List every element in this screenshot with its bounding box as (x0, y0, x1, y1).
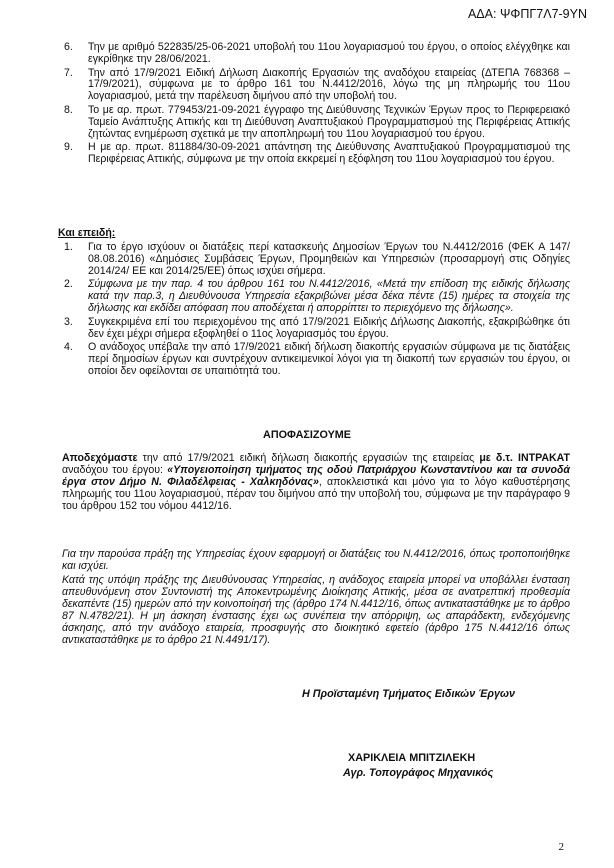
note-paragraph: Κατά της υπόψη πράξης της Διευθύνουσας Υπηρεσίας, η ανάδοχος εταιρεία μπορεί να υποβάλλει ένσταση απευθυνόμενη στον Συντονιστή της Αποκεντρωμένης Διοίκησης Αττικής, μέσα σε ανατρεπτική προθεσμία δεκαπέντε (15) ημερών από την κοινοποίησή της (άρθρο 174 Ν.4412/16, όπως αντικαταστάθηκε με το άρθρο 87 Ν.4782/21). Η μη άσκηση ένστασης έχει ως συνέπεια την απόρριψη, ως απαράδεκτη, ενδεχόμενης άσκησης, από την ανάδοχο εταιρεία, προσφυγής στο διοικητικό εφετείο (άρθρο 175 Ν.4412/16 όπως αντικαταστάθηκε με το άρθρο 21 Ν.4491/17). (62, 574, 570, 646)
decision-paragraph: Αποδεχόμαστε την από 17/9/2021 ειδική δήλωση διακοπής εργασιών της εταιρείας με δ.τ. INTPAKAT αναδόχου του έργου: «Υπογειοποίηση τμήματος της οδού Πατριάρχου Κωνσταντίνου και τα συνοδά έργα στον Δήμο Ν. Φιλαδέλφειας - Χαλκηδόνας», αποκλειστικά και μόνο για το λόγο καθυστέρησης πληρωμής του 11ου λογαριασμού, πέραν του διμήνου από την υποβολή του, σύμφωνα με την παράγραφο 9 του άρθρου 152 του νόμου 4412/16. (62, 452, 570, 512)
page-number: 2 (558, 841, 564, 853)
list-item: 1. Για το έργο ισχύουν οι διατάξεις περί κατασκευής Δημοσίων Έργων του Ν.4412/2016 (ΦΕΚ Α 147/ 08.08.2016) «Δημόσιες Συμβάσεις Έργων, Προμηθειών και Υπηρεσιών (προσαρμογή στις Οδηγίες 2014/24/ ΕΕ και 2014/25/ΕΕ) όπως ισχύει σήμερα. (64, 241, 570, 277)
signature-title: Αγρ. Τοπογράφος Μηχανικός (343, 767, 494, 779)
list-item: 6. Την με αριθμό 522835/25-06-2021 υποβολή του 11ου λογαριασμού του έργου, ο οποίος ελέγχθηκε και εγκρίθηκε την 28/06/2021. (64, 41, 570, 65)
item-text: Την από 17/9/2021 Ειδική Δήλωση Διακοπής Εργασιών της αναδόχου εταιρείας (ΔΤΕΠΑ 768368 – 17/9/2021), σύμφωνα με το άρθρο 161 του Ν.4412/2016, λόγω της μη πληρωμής του 11ου λογαριασμού, μετά την παρέλευση διμήνου από την υποβολή του. (88, 66, 570, 103)
item-text: Για το έργο ισχύουν οι διατάξεις περί κατασκευής Δημοσίων Έργων του Ν.4412/2016 (ΦΕΚ Α 147/ 08.08.2016) «Δημόσιες Συμβάσεις Έργων, Προμηθειών και Υπηρεσιών (προσαρμογή στις Οδηγίες 2014/24/ ΕΕ και 2014/25/ΕΕ) όπως ισχύει σήμερα. (88, 241, 570, 277)
list-item: 7. Την από 17/9/2021 Ειδική Δήλωση Διακοπής Εργασιών της αναδόχου εταιρείας (ΔΤΕΠΑ 768368 – 17/9/2021), σύμφωνα με το άρθρο 161 του Ν.4412/2016, λόγω της μη πληρωμής του 11ου λογαριασμού, μετά την παρέλευση διμήνου από την υποβολή του. (64, 66, 570, 103)
item-text: Την με αριθμό 522835/25-06-2021 υποβολή του 11ου λογαριασμού του έργου, ο οποίος ελέγχθηκε και εγκρίθηκε την 28/06/2021. (88, 41, 570, 65)
signature-role: Η Προϊσταμένη Τμήματος Ειδικών Έργων (302, 688, 515, 700)
section-heading: Και επειδή: (58, 227, 116, 239)
item-text: Ο ανάδοχος υπέβαλε την από 17/9/2021 ειδική δήλωση διακοπής εργασιών σύμφωνα με τις διατάξεις περί δημοσίων έργων και συντρέχουν αντικειμενικοί λόγοι για τη διακοπή των εργασιών του έργου, οι οποίοι δεν οφείλονται σε υπαιτιότητά του. (88, 341, 570, 377)
list-item: 3. Συγκεκριμένα επί του περιεχομένου της από 17/9/2021 Ειδικής Δήλωσης Διακοπής, εξακριβώθηκε ότι δεν έχει μέχρι σήμερα εξοφληθεί ο 11ος λογαριασμός του έργου. (64, 315, 570, 340)
list-item: 8. Το με αρ. πρωτ. 779453/21-09-2021 έγγραφο της Διεύθυνσης Τεχνικών Έργων προς το Περιφερειακό Ταμείο Ανάπτυξης Αττικής και τη Διεύθυνση Αναπτυξιακού Προγραμματισμού της Περιφέρειας Αττικής ζητώντας ενημέρωση σχετικά με την αποπληρωμή του 11ου λογαριασμού του έργου. (64, 103, 570, 140)
items-top-list (62, 42, 570, 167)
note-paragraph: Για την παρούσα πράξη της Υπηρεσίας έχουν εφαρμογή οι διατάξεις του Ν.4412/2016, όπως τροποποιήθηκε και ισχύει. (62, 548, 570, 572)
items-because-list (62, 242, 570, 379)
list-item: 4. Ο ανάδοχος υπέβαλε την από 17/9/2021 ειδική δήλωση διακοπής εργασιών σύμφωνα με τις διατάξεις περί δημοσίων έργων και συντρέχουν αντικειμενικοί λόγοι για τη διακοπή των εργασιών του έργου, οι οποίοι δεν οφείλονται σε υπαιτιότητά του. (64, 341, 570, 377)
list-item: 2. Σύμφωνα με την παρ. 4 του άρθρου 161 του Ν.4412/2016, «Μετά την επίδοση της ειδικής δήλωσης κατά την παρ.3, η Διευθύνουσα Υπηρεσία εξακριβώνει μέσα δέκα πέντε (15) ημέρες τα στοιχεία της δήλωσης και εκδίδει απόφαση που αποδέχεται ή απορρίπτει το περιεχόμενο της δήλωσης». (64, 278, 570, 314)
ada-code: ΑΔΑ: ΨΦΠΓ7Λ7-9ΥΝ (467, 7, 587, 21)
item-text: Σύμφωνα με την παρ. 4 του άρθρου 161 του Ν.4412/2016, «Μετά την επίδοση της ειδικής δήλωσης κατά την παρ.3, η Διευθύνουσα Υπηρεσία εξακριβώνει μέσα δέκα πέντε (15) ημέρες τα στοιχεία της δήλωσης και εκδίδει απόφαση που αποδέχεται ή απορρίπτει το περιεχόμενο της δήλωσης». (88, 278, 570, 314)
list-item: 9. Η με αρ. πρωτ. 811884/30-09-2021 απάντηση της Διεύθυνσης Αναπτυξιακού Προγραμματισμού της Περιφέρειας Αττικής, σύμφωνα με την οποία εκκρεμεί η εξόφληση του 11ου λογαριασμού του έργου. (64, 141, 570, 166)
decision-heading: ΑΠΟΦΑΣΙΖΟΥΜΕ (263, 429, 351, 441)
item-text: Η με αρ. πρωτ. 811884/30-09-2021 απάντηση της Διεύθυνσης Αναπτυξιακού Προγραμματισμού της Περιφέρειας Αττικής, σύμφωνα με την οποία εκκρεμεί η εξόφληση του 11ου λογαριασμού του έργου. (88, 141, 570, 166)
signature-name: ΧΑΡΙΚΛΕΙΑ ΜΠΙΤΖΙΛΕΚΗ (348, 752, 476, 764)
item-text: Το με αρ. πρωτ. 779453/21-09-2021 έγγραφο της Διεύθυνσης Τεχνικών Έργων προς το Περιφερειακό Ταμείο Ανάπτυξης Αττικής και τη Διεύθυνση Αναπτυξιακού Προγραμματισμού της Περιφέρειας Αττικής ζητώντας ενημέρωση σχετικά με την αποπληρωμή του 11ου λογαριασμού του έργου. (88, 103, 570, 140)
item-text: Συγκεκριμένα επί του περιεχομένου της από 17/9/2021 Ειδικής Δήλωσης Διακοπής, εξακριβώθηκε ότι δεν έχει μέχρι σήμερα εξοφληθεί ο 11ος λογαριασμός του έργου. (88, 315, 570, 340)
